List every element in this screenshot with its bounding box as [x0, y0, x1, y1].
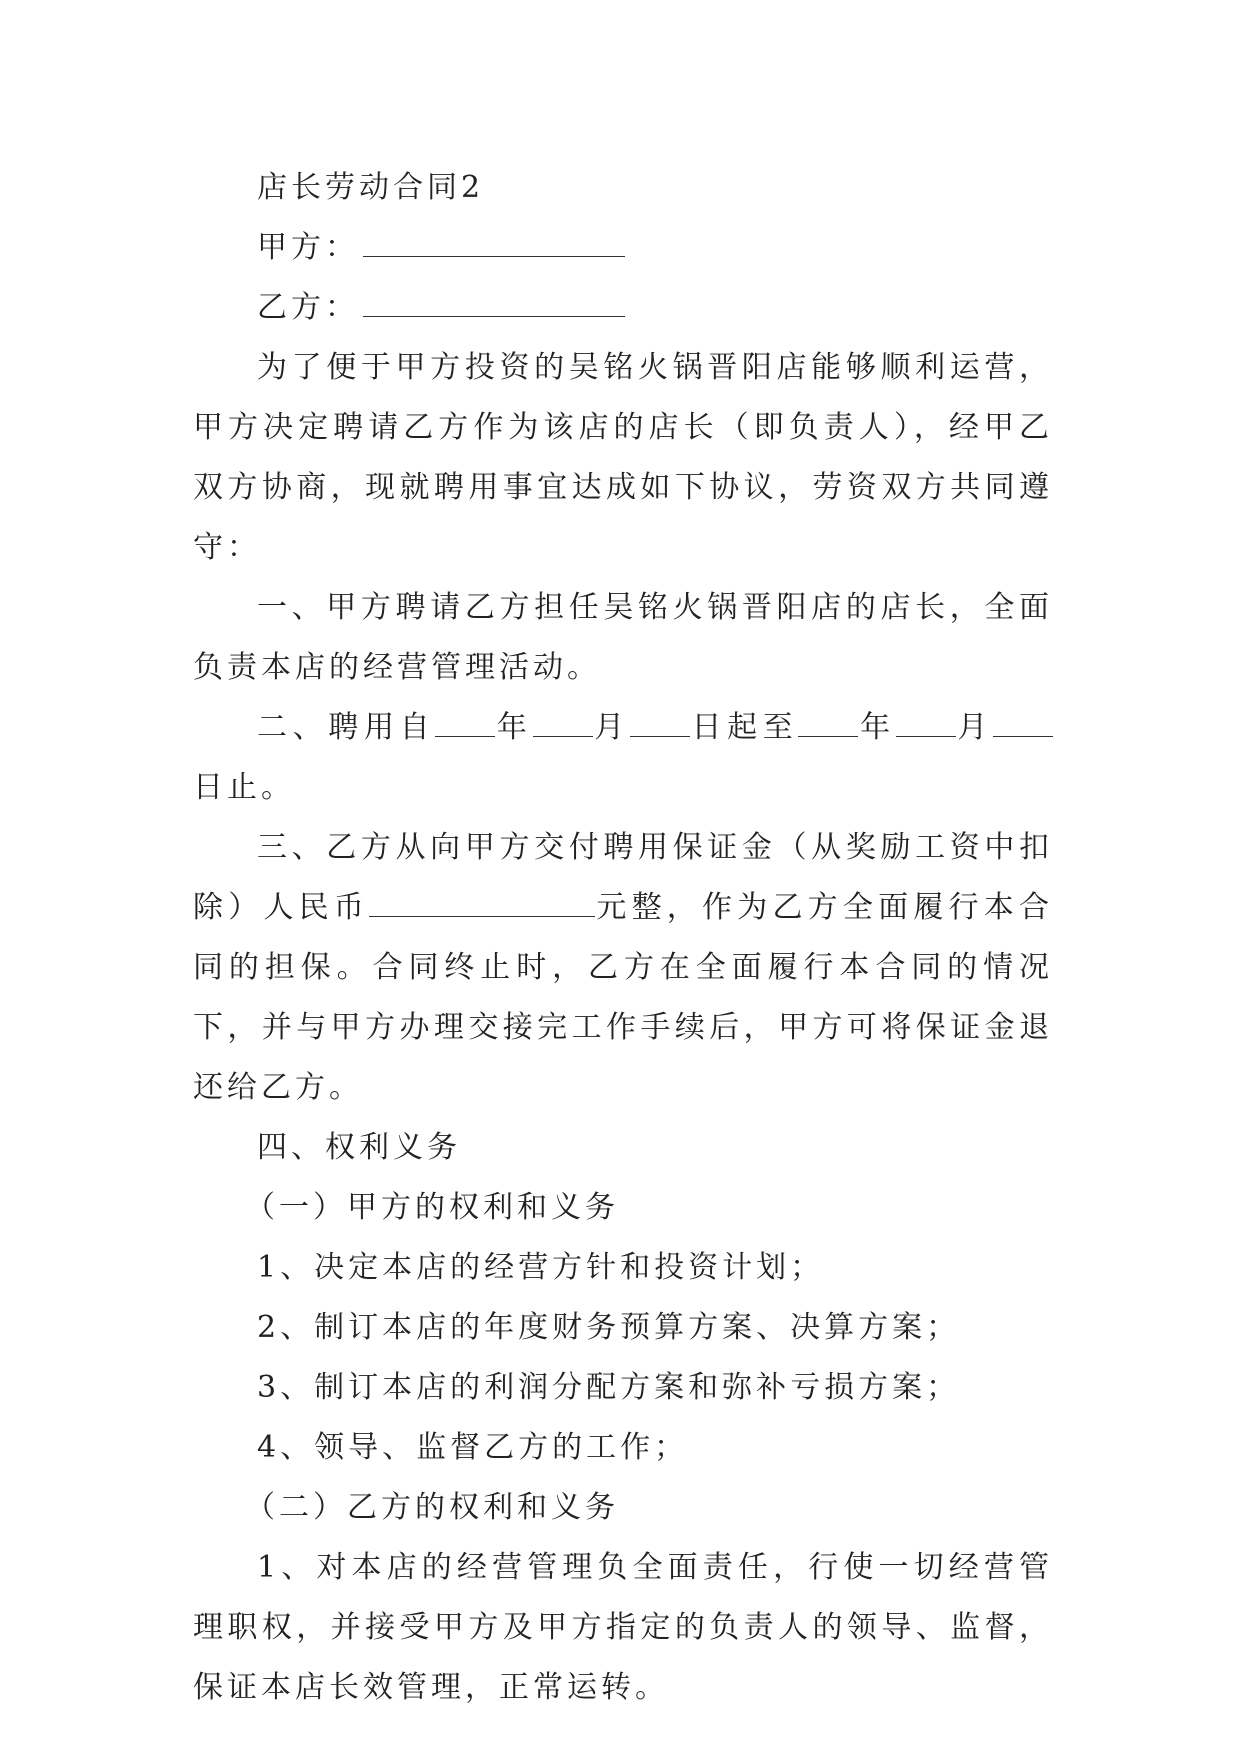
end-month-blank — [896, 706, 956, 737]
clause-2-suffix: 日止。 — [193, 770, 295, 805]
clause-2-month-1: 月 — [592, 710, 630, 745]
section-b-item: 1、对本店的经营管理负全面责任，行使一切经营管理职权，并接受甲方及甲方指定的负责人的领导、监督，保证本店长效管理，正常运转。 — [193, 1550, 1053, 1705]
clause-4: 四、权利义务 — [257, 1130, 461, 1165]
section-a-item: 1、决定本店的经营方针和投资计划； — [257, 1250, 825, 1285]
clause-2-prefix: 二、聘用自 — [257, 710, 436, 745]
section-b-heading: （二）乙方的权利和义务 — [245, 1490, 619, 1525]
start-day-blank — [630, 706, 690, 737]
section-a-item: 3、制订本店的利润分配方案和弥补亏损方案； — [257, 1370, 961, 1405]
section-a-item: 2、制订本店的年度财务预算方案、决算方案； — [257, 1310, 961, 1345]
clause-2-month-2: 月 — [955, 710, 994, 745]
party-b-label: 乙方： — [257, 290, 359, 325]
clause-2 — [193, 698, 1053, 818]
clause-3 — [193, 818, 1053, 1118]
start-year-blank — [435, 706, 495, 737]
party-b-line — [193, 278, 1053, 338]
party-b-blank — [363, 286, 625, 317]
party-a-label: 甲方： — [257, 230, 359, 265]
clause-3-suffix: 元整，作为乙方全面履行本合同的担保。合同终止时，乙方在全面履行本合同的情况下，并与甲方办理交接完工作手续后，甲方可将保证金退还给乙方。 — [193, 890, 1054, 1105]
section-a-item: 4、领导、监督乙方的工作； — [257, 1430, 689, 1465]
clause-2-year-1: 年 — [495, 710, 533, 745]
party-a-blank — [363, 226, 625, 257]
clause-2-year-2: 年 — [858, 710, 896, 745]
document-title: 店长劳动合同2 — [257, 170, 485, 205]
section-a-heading: （一）甲方的权利和义务 — [245, 1190, 619, 1225]
clause-2-day-1: 日起至 — [689, 710, 799, 745]
contract-body — [193, 158, 1053, 1718]
clause-1: 一、甲方聘请乙方担任吴铭火锅晋阳店的店长，全面负责本店的经营管理活动。 — [193, 590, 1053, 685]
start-month-blank — [533, 706, 593, 737]
end-year-blank — [798, 706, 858, 737]
party-a-line — [193, 218, 1053, 278]
clause-3-prefix: 三、乙方从向甲方交付聘用保证金（从奖励工资中扣除）人民币 — [193, 830, 1053, 925]
deposit-amount-blank — [369, 886, 595, 917]
end-day-blank — [993, 706, 1053, 737]
intro-paragraph: 为了便于甲方投资的吴铭火锅晋阳店能够顺利运营，甲方决定聘请乙方作为该店的店长（即负责人），经甲乙双方协商，现就聘用事宜达成如下协议，劳资双方共同遵守： — [193, 350, 1053, 565]
